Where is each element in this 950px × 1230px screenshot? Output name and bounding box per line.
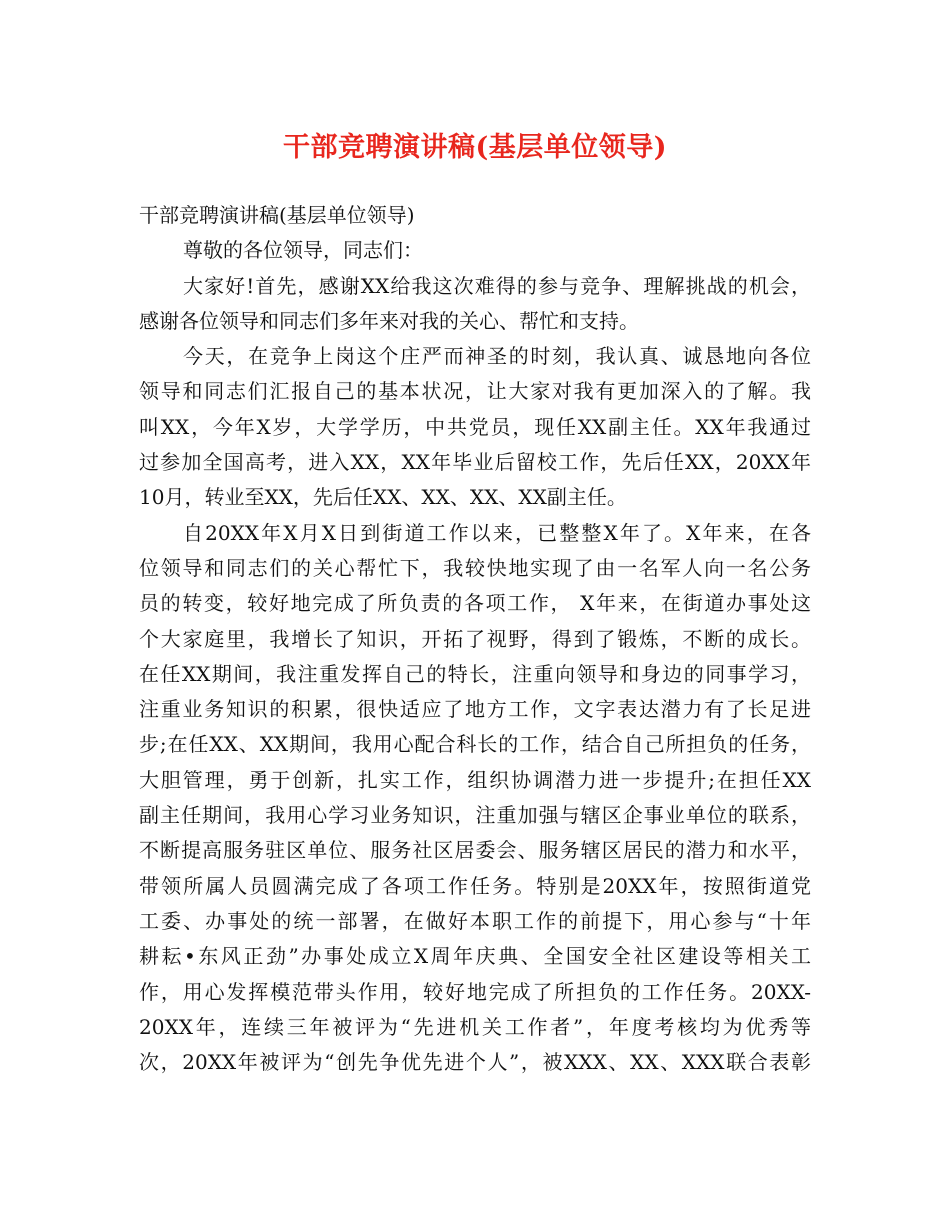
- text-line: 副主任期间，我用心学习业务知识，注重加强与辖区企事业单位的联系，: [139, 803, 811, 828]
- text-line: 在任XX期间，我注重发挥自己的特长，注重向领导和身边的同事学习，: [139, 661, 811, 686]
- text-line: 员的转变，较好地完成了所负责的各项工作， X年来，在街道办事处这: [139, 591, 811, 616]
- text-line: 次，20XX年被评为“创先争优先进个人”，被XXX、XX、XXX联合表彰: [139, 1050, 811, 1075]
- text-line: 带领所属人员圆满完成了各项工作任务。特别是20XX年，按照街道党: [139, 873, 811, 898]
- text-line: 尊敬的各位领导，同志们：: [183, 238, 423, 263]
- text-line: 大胆管理，勇于创新，扎实工作，组织协调潜力进一步提升;在担任XX: [139, 767, 811, 792]
- text-line: 不断提高服务驻区单位、服务社区居委会、服务辖区居民的潜力和水平，: [139, 838, 811, 863]
- text-line: 领导和同志们汇报自己的基本状况，让大家对我有更加深入的了解。我: [139, 379, 811, 404]
- text-line: 感谢各位领导和同志们多年来对我的关心、帮忙和支持。: [139, 308, 639, 333]
- text-line: 注重业务知识的积累，很快适应了地方工作，文字表达潜力有了长足进: [139, 697, 811, 722]
- text-line: 干部竞聘演讲稿(基层单位领导): [139, 203, 415, 227]
- text-line: 自20XX年X月X日到街道工作以来，已整整X年了。X年来，在各: [183, 520, 811, 545]
- document-title: 干部竞聘演讲稿(基层单位领导): [282, 132, 668, 163]
- text-line: 工委、办事处的统一部署，在做好本职工作的前提下，用心参与“十年: [139, 908, 811, 933]
- text-line: 叫XX，今年X岁，大学学历，中共党员，现任XX副主任。XX年我通过: [139, 414, 811, 439]
- text-line: 耕耘•东风正劲”办事处成立X周年庆典、全国安全社区建设等相关工: [139, 944, 811, 969]
- text-line: 步;在任XX、XX期间，我用心配合科长的工作，结合自己所担负的任务，: [139, 732, 811, 757]
- text-line: 今天，在竞争上岗这个庄严而神圣的时刻，我认真、诚恳地向各位: [183, 344, 811, 369]
- text-line: 大家好!首先，感谢XX给我这次难得的参与竞争、理解挑战的机会，: [183, 273, 811, 298]
- text-line: 20XX年，连续三年被评为“先进机关工作者”，年度考核均为优秀等: [139, 1014, 811, 1039]
- document-body: [139, 198, 811, 1080]
- text-line: 10月，转业至XX，先后任XX、XX、XX、XX副主任。: [139, 485, 627, 510]
- text-line: 过参加全国高考，进入XX，XX年毕业后留校工作，先后任XX，20XX年: [139, 450, 811, 475]
- text-line: 作，用心发挥模范带头作用，较好地完成了所担负的工作任务。20XX-: [139, 979, 811, 1004]
- text-line: 位领导和同志们的关心帮忙下，我较快地实现了由一名军人向一名公务: [139, 555, 811, 580]
- text-line: 个大家庭里，我增长了知识，开拓了视野，得到了锻炼，不断的成长。: [139, 626, 811, 651]
